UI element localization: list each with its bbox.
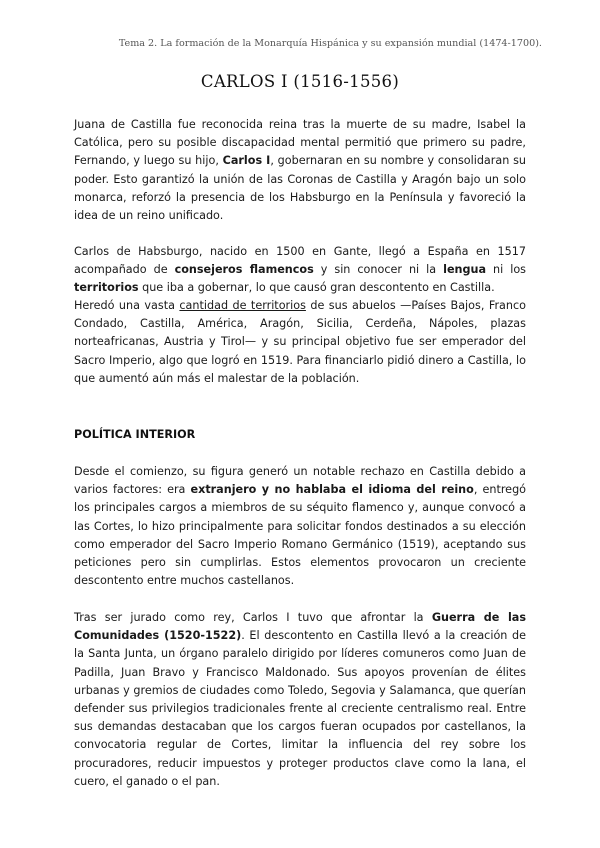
paragraph-comunidades (74, 609, 526, 791)
paragraph-rechazo (74, 463, 526, 590)
p5-text-1: Tras ser jurado como rey, Carlos I tuvo que afrontar la (74, 611, 432, 624)
p2-text-3: ni los (486, 263, 526, 277)
p1-bold-carlos: Carlos I (222, 154, 271, 168)
p2-bold-consejeros: consejeros flamencos (174, 263, 314, 277)
p2-bold-lengua: lengua (443, 263, 487, 277)
running-header: Tema 2. La formación de la Monarquía Hispánica y su expansión mundial (1474-1700). (118, 38, 542, 49)
paragraph-carlos-llegada (74, 243, 526, 298)
p3-text-1: Heredó una vasta (74, 299, 180, 312)
p4-text-2: , entregó los principales cargos a miembros de su séquito flamenco y, aunque convocó a las Cortes, lo hizo principalmente para solicitar fondos destinados a su elección como emperador del Sacro Imperio Romano Germánico (1519), aceptando sus peticiones pero sin cumplirlas. Estos elementos provocaron un creciente descontento entre muchos castellanos. (74, 483, 527, 588)
p2-text-1: Carlos de Habsburgo, nacido en 1500 en Gante, llegó a España en 1517 acompañado de (74, 245, 526, 277)
paragraph-juana (74, 116, 526, 225)
p3-underline-territorios: cantidad de territorios (179, 299, 306, 312)
p5-bold-guerra-comunidades: Guerra de las Comunidades (1520-1522) (74, 611, 526, 643)
p2-bold-territorios: territorios (74, 281, 139, 295)
p1-text-1: Juana de Castilla fue reconocida reina tras la muerte de su madre, Isabel la Católica, pero su posible discapacidad mental permitió que primero su padre, Fernando, y luego su hijo, (74, 118, 526, 168)
p3-text-2: de sus abuelos —Países Bajos, Franco Condado, Castilla, América, Aragón, Sicilia, Cerdeña, Nápoles, plazas norteafricanas, Austria y Tirol— y su principal objetivo fue ser emperador del Sacro Imperio, algo que logró en 1519. Para financiarlo pidió dinero a Castilla, lo que aumentó aún más el malestar de la población. (74, 299, 526, 385)
p4-text-1: Desde el comienzo, su figura generó un notable rechazo en Castilla debido a varios factores: era (74, 465, 526, 497)
p2-text-4: que iba a gobernar, lo que causó gran descontento en Castilla. (138, 281, 495, 295)
section-heading-politica-interior: POLÍTICA INTERIOR (74, 428, 196, 441)
p5-text-2: . El descontento en Castilla llevó a la creación de la Santa Junta, un órgano paralelo dirigido por líderes comuneros como Juan de Padilla, Juan Bravo y Francisco Maldonado. Sus apoyos provenían de élites urbanas y gremios de ciudades como Toledo, Segovia y Salamanca, que querían defender sus privilegios tradicionales frente al creciente centralismo real. Entre sus demandas destacaban que los cargos fueran ocupados por castellanos, la convocatoria regular de Cortes, limitar la influencia del rey sobre los procuradores, reducir impuestos y proteger productos clave como la lana, el cuero, el ganado o el pan. (74, 629, 526, 788)
p4-bold-extranjero: extranjero y no hablaba el idioma del reino (190, 483, 474, 497)
page-title: CARLOS I (1516-1556) (200, 72, 400, 91)
p2-text-2: y sin conocer ni la (313, 263, 444, 277)
p1-text-2: , gobernaran en su nombre y consolidaran su poder. Esto garantizó la unión de las Coronas de Castilla y Aragón bajo un solo monarca, reforzó la presencia de los Habsburgo en la Península y favoreció la idea de un reino unificado. (74, 154, 526, 223)
paragraph-herencia (74, 297, 526, 388)
